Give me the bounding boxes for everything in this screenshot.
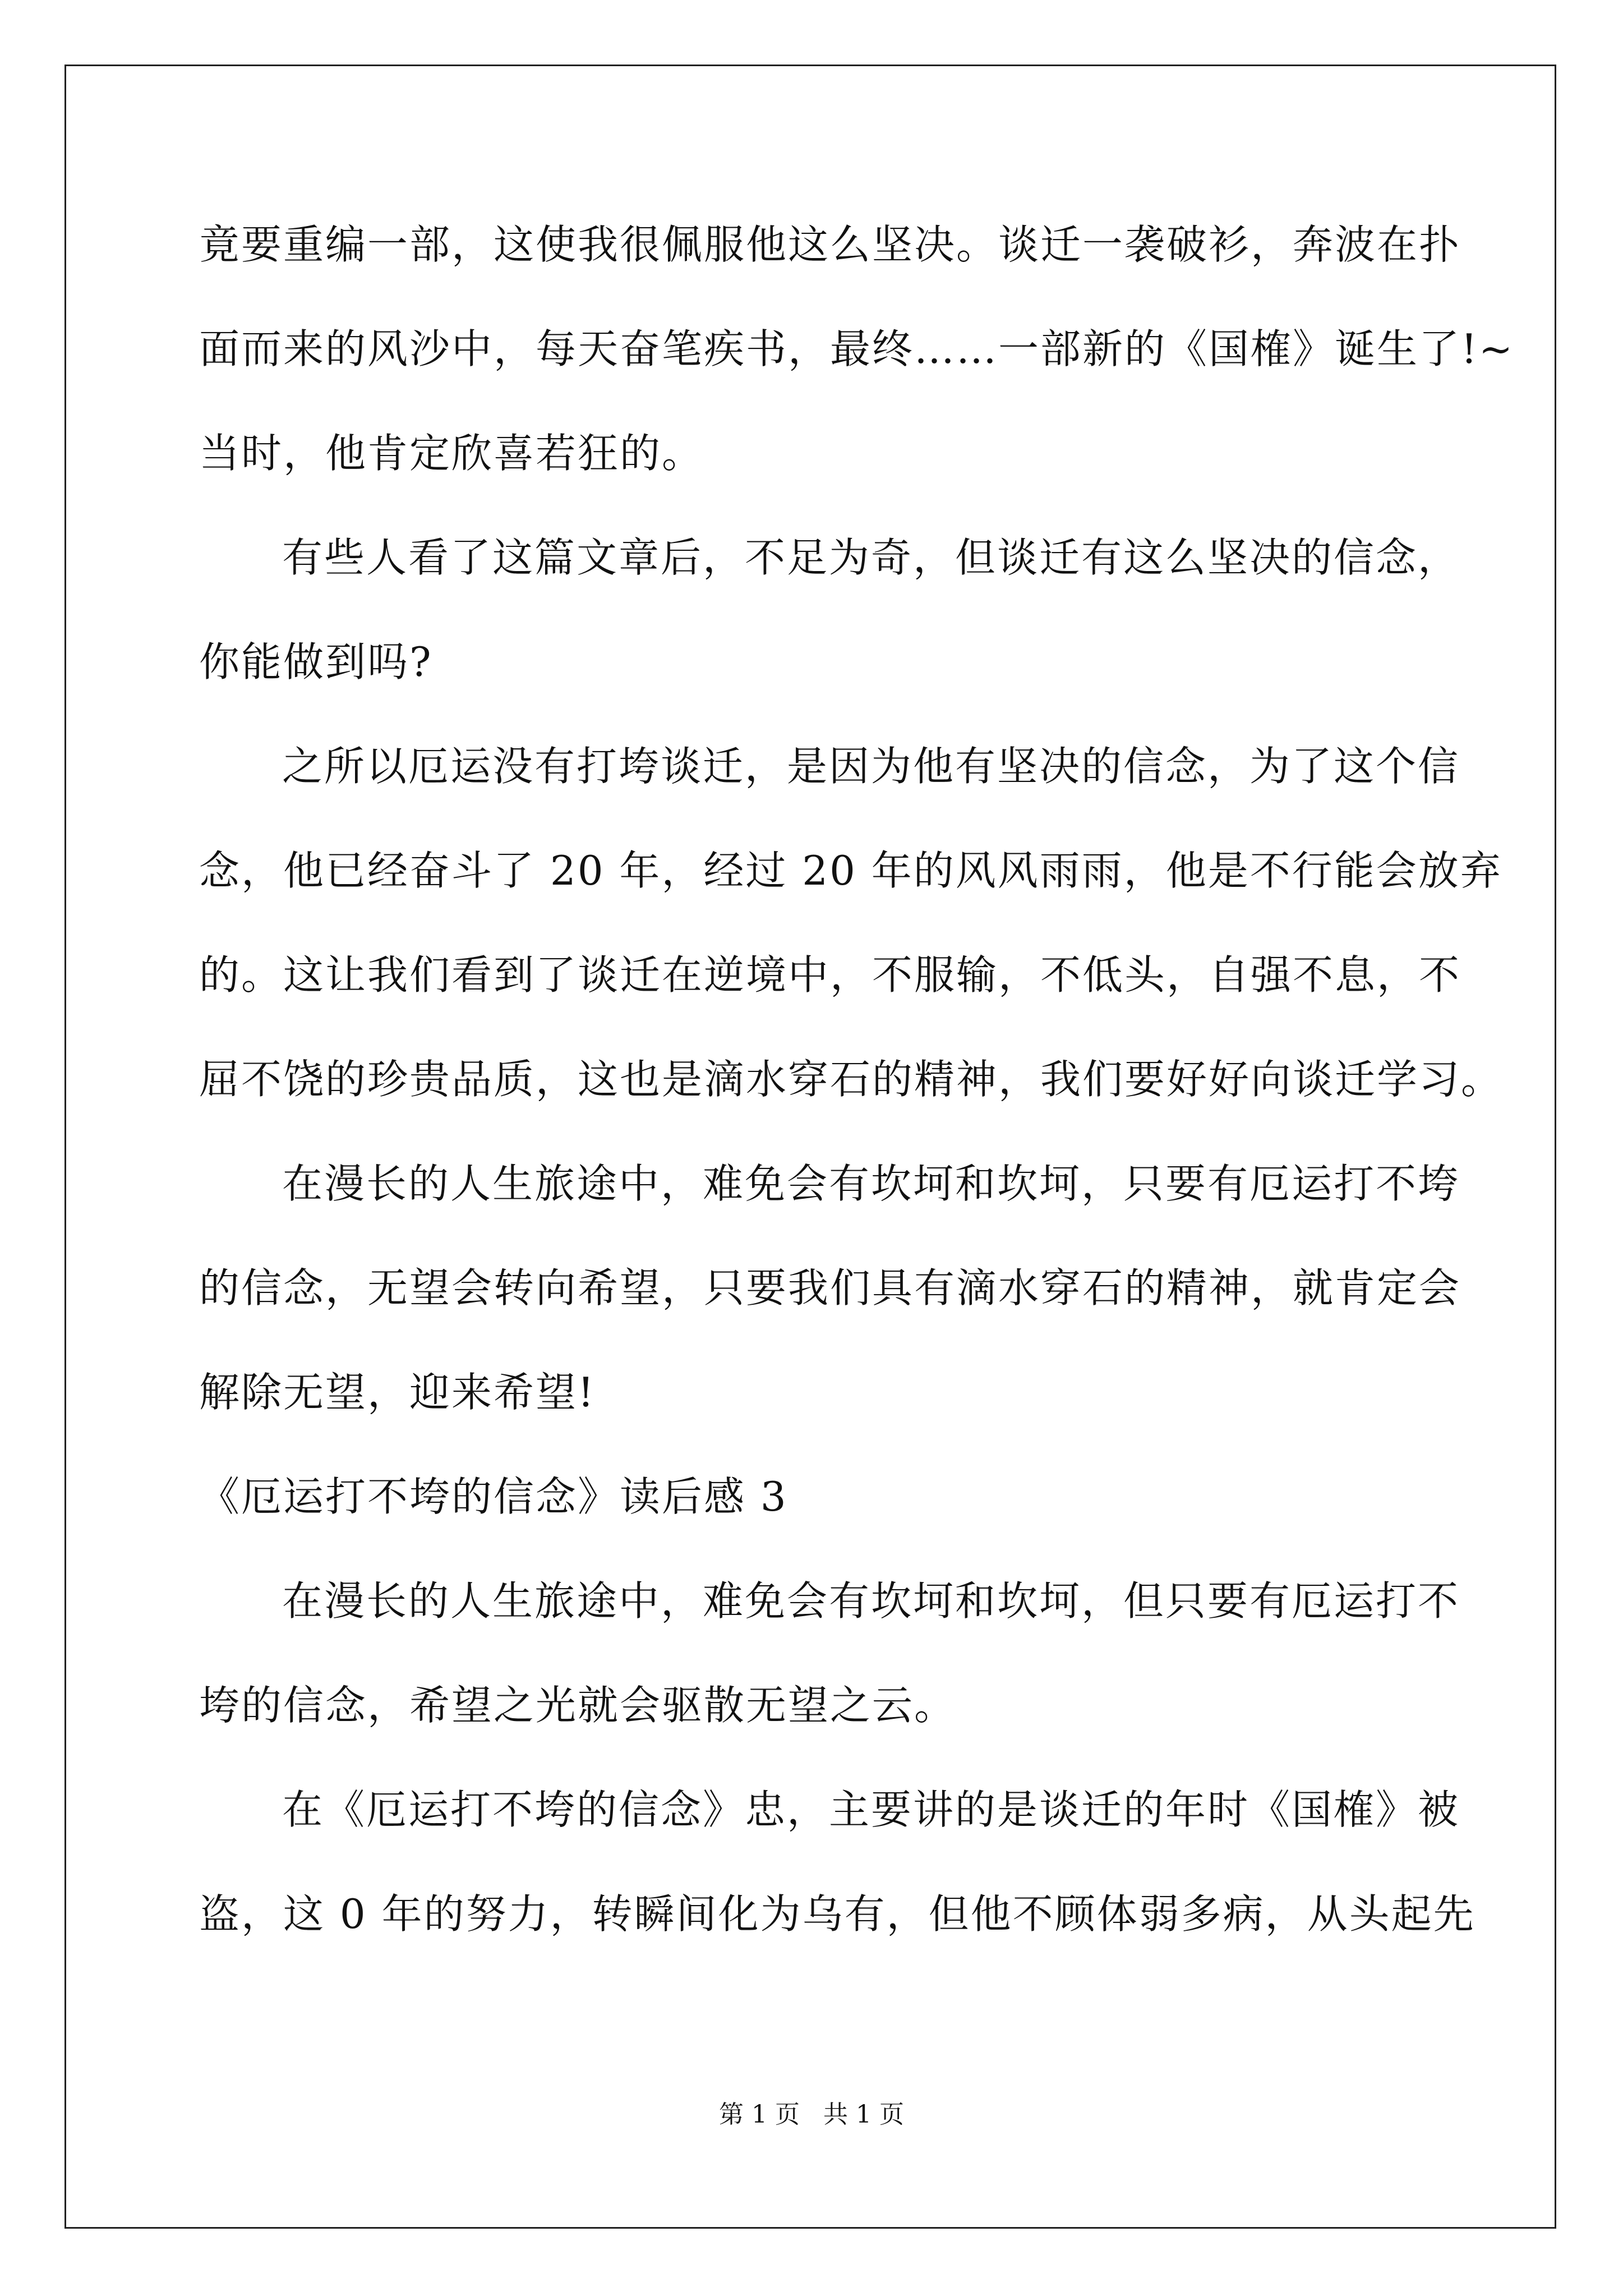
text-line: 垮的信念，希望之光就会驱散无望之云。 [199, 1682, 957, 1729]
text-line: 之所以厄运没有打垮谈迁，是因为他有坚决的信念，为了这个信 [282, 743, 1460, 790]
text-line: 屈不饶的珍贵品质，这也是滴水穿石的精神，我们要好好向谈迁学习。 [199, 1056, 1504, 1103]
text-line: 竟要重编一部，这使我很佩服他这么坚决。谈迁一袭破衫，奔波在扑 [199, 221, 1461, 268]
page-footer: 第 1 页 共 1 页 [719, 2100, 904, 2129]
text-line: 解除无望，迎来希望! [199, 1369, 596, 1416]
text-line: 你能做到吗? [199, 638, 433, 685]
text-line: 的。这让我们看到了谈迁在逆境中，不服输，不低头，自强不息，不 [199, 951, 1461, 999]
text-line: 念，他已经奋斗了 20 年，经过 20 年的风风雨雨，他是不行能会放弃 [199, 847, 1502, 894]
text-line: 当时，他肯定欣喜若狂的。 [199, 430, 704, 477]
document-body [199, 219, 1515, 1993]
text-line: 盗，这 0 年的努力，转瞬间化为乌有，但他不顾体弱多病，从头起先 [199, 1890, 1476, 1938]
text-line: 有些人看了这篇文章后，不足为奇，但谈迁有这么坚决的信念， [282, 534, 1460, 581]
text-line: 《厄运打不垮的信念》读后感 3 [199, 1473, 788, 1520]
text-line: 面而来的风沙中，每天奋笔疾书，最终……一部新的《国榷》诞生了!~ [199, 325, 1515, 372]
text-line: 在《厄运打不垮的信念》忠，主要讲的是谈迁的年时《国榷》被 [282, 1786, 1460, 1833]
text-line: 在漫长的人生旅途中，难免会有坎坷和坎坷，但只要有厄运打不 [282, 1577, 1460, 1625]
text-line: 的信念，无望会转向希望，只要我们具有滴水穿石的精神，就肯定会 [199, 1264, 1461, 1312]
text-line: 在漫长的人生旅途中，难免会有坎坷和坎坷，只要有厄运打不垮 [282, 1160, 1460, 1207]
